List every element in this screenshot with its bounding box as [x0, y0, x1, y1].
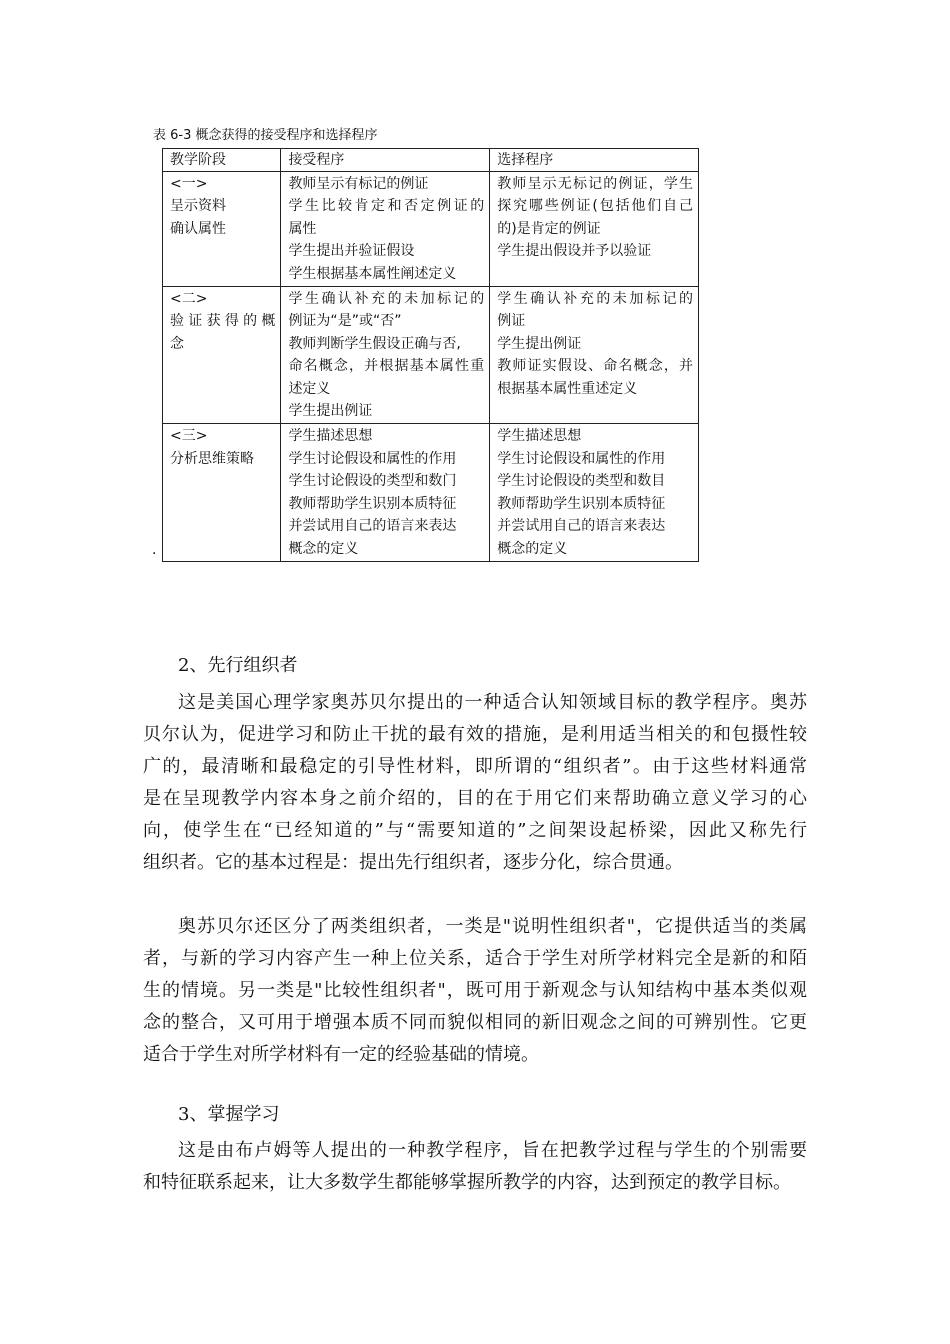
stage-line: 呈示资料: [170, 198, 226, 215]
cell-line: 概念的定义: [497, 540, 568, 557]
cell-line: 例证: [497, 313, 526, 330]
stage-number: <一>: [170, 176, 208, 192]
cell-line: 学生描述思想: [497, 428, 582, 445]
header-cell-selection: 选择程序: [490, 149, 699, 172]
concept-acquisition-table: [162, 148, 699, 562]
paragraph-organizer-types: [143, 911, 807, 1071]
paragraph-advance-organizer: [143, 687, 807, 879]
acceptance-cell: [281, 424, 490, 561]
cell-line: 学生提出并验证假设: [288, 243, 415, 260]
stage-cell: [163, 172, 281, 287]
acceptance-cell: [281, 172, 490, 287]
table-row: [163, 287, 699, 424]
cell-line: 学生提出例证: [497, 335, 582, 352]
cell-line: 教师帮助学生识别本质特征: [497, 495, 666, 512]
cell-line: 学生讨论假设的类型和数门: [288, 473, 457, 490]
table-header-row: [163, 149, 699, 172]
cell-line: 学生提出例证: [288, 403, 373, 420]
selection-cell: [490, 424, 699, 561]
stage-cell: [163, 424, 281, 561]
paragraph-line: 贝尔认为，促进学习和防止干扰的最有效的措施，是利用适当相关的和包摄性较: [143, 724, 807, 745]
cell-line: 述定义: [288, 380, 331, 397]
stage-cell: [163, 287, 281, 424]
cell-line: 并尝试用自己的语言来表达: [497, 518, 666, 535]
cell-line: 命名概念，并根据基本属性重: [288, 358, 485, 375]
paragraph-line: 和特征联系起来，让大多数学生都能够掌握所教学的内容，达到预定的教学目标。: [143, 1172, 791, 1193]
cell-line: 学生根据基本属性阐述定义: [288, 265, 457, 282]
cell-line: 学生讨论假设和属性的作用: [288, 450, 457, 467]
paragraph-line: 这是美国心理学家奥苏贝尔提出的一种适合认知领域目标的教学程序。奥苏: [178, 692, 807, 713]
cell-line: 教师判断学生假设正确与否,: [288, 335, 461, 352]
table-row: [163, 172, 699, 287]
cell-line: 概念的定义: [288, 540, 359, 557]
header-cell-acceptance: 接受程序: [281, 149, 490, 172]
cell-line: 教师呈示无标记的例证，学生: [497, 176, 693, 192]
cell-line: 学生比较肯定和否定例证的: [288, 198, 485, 215]
cell-line: 探究哪些例证(包括他们自己: [497, 198, 693, 215]
paragraph-line: 向，使学生在“已经知道的”与“需要知道的”之间架设起桥梁，因此又称先行: [143, 820, 807, 841]
stage-number: <二>: [170, 291, 208, 308]
cell-line: 学生讨论假设的类型和数目: [497, 473, 666, 490]
paragraph-line: 这是由布卢姆等人提出的一种教学程序，旨在把教学过程与学生的个别需要: [178, 1140, 807, 1161]
cell-line: 学生讨论假设和属性的作用: [497, 450, 666, 467]
acceptance-cell: [281, 287, 490, 424]
paragraph-line: 广的，最清晰和最稳定的引导性材料，即所谓的“组织者”。由于这些材料通常: [143, 756, 807, 777]
cell-line: 教师证实假设、命名概念，并: [497, 358, 693, 375]
table-caption: 表 6-3 概念获得的接受程序和选择程序: [153, 128, 378, 143]
paragraph-line: 奥苏贝尔还区分了两类组织者，一类是"说明性组织者"，它提供适当的类属: [178, 916, 807, 937]
cell-line: 的)是肯定的例证: [497, 220, 601, 237]
cell-line: 属性: [288, 220, 317, 237]
paragraph-line: 者，与新的学习内容产生一种上位关系，适合于学生对所学材料完全是新的和陌: [143, 948, 807, 969]
stage-line: 验证获得的概: [170, 313, 276, 330]
paragraph-line: 生的情境。另一类是"比较性组织者"，既可用于新观念与认知结构中基本类似观: [143, 980, 807, 1001]
cell-line: 教师呈示有标记的例证: [288, 176, 429, 192]
cell-line: 学生确认补充的未加标记的: [497, 291, 693, 308]
cell-line: 学生描述思想: [288, 428, 373, 445]
paragraph-line: 是在呈现教学内容本身之前介绍的，目的在于用它们来帮助确立意义学习的心: [143, 788, 807, 809]
cell-line: 学生提出假设并予以验证: [497, 243, 652, 260]
header-cell-stage: 教学阶段: [163, 149, 281, 172]
stage-line: 分析思维策略: [170, 450, 254, 467]
cell-line: 学生确认补充的未加标记的: [288, 291, 485, 308]
selection-cell: [490, 172, 699, 287]
paragraph-line: 组织者。它的基本过程是：提出先行组织者，逐步分化，综合贯通。: [143, 852, 683, 873]
stray-mark: ·: [152, 546, 157, 562]
cell-line: 例证为“是”或“否”: [288, 313, 402, 330]
stage-number: <三>: [170, 428, 208, 445]
section-heading-mastery-learning: 3、掌握学习: [178, 1104, 280, 1125]
stage-line: 确认属性: [170, 220, 226, 237]
selection-cell: [490, 287, 699, 424]
cell-line: 教师帮助学生识别本质特征: [288, 495, 457, 512]
paragraph-line: 念的整合，又可用于增强本质不同而貌似相同的新旧观念之间的可辨别性。它更: [143, 1012, 807, 1033]
table-row: [163, 424, 699, 561]
paragraph-mastery-learning: [143, 1135, 807, 1199]
section-heading-advance-organizer: 2、先行组织者: [178, 655, 298, 676]
paragraph-line: 适合于学生对所学材料有一定的经验基础的情境。: [143, 1044, 539, 1065]
cell-line: 并尝试用自己的语言来表达: [288, 518, 457, 535]
cell-line: 根据基本属性重述定义: [497, 380, 638, 397]
stage-line: 念: [170, 335, 184, 352]
